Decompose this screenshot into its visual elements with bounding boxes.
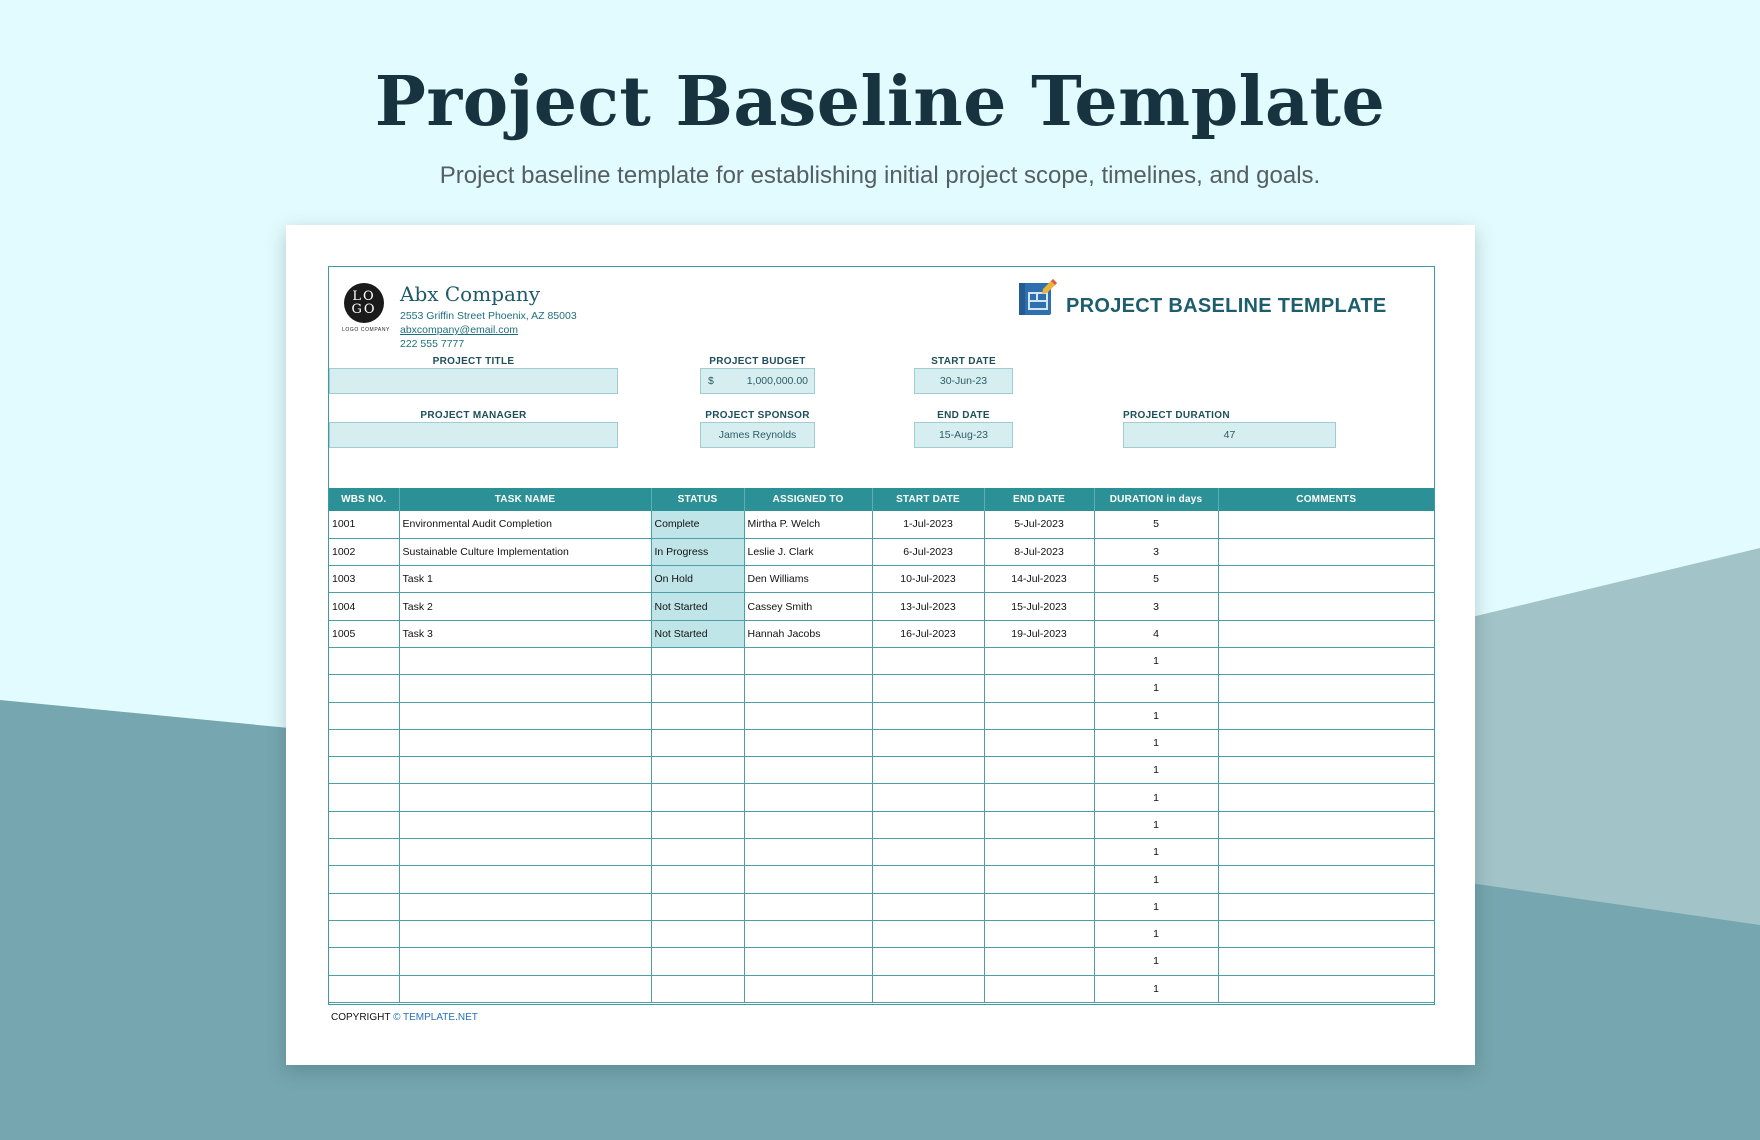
project-duration-field[interactable]: 47 [1123, 422, 1336, 448]
cell-assigned-to[interactable] [744, 702, 872, 729]
cell-wbs-no[interactable] [329, 893, 399, 920]
cell-assigned-to[interactable]: Cassey Smith [744, 593, 872, 620]
cell-task-name[interactable] [399, 784, 651, 811]
cell-status[interactable] [651, 948, 744, 975]
cell-start-date[interactable] [872, 866, 984, 893]
logo-caption: LOGO COMPANY [342, 327, 390, 333]
cell-end-date[interactable] [984, 948, 1094, 975]
cell-wbs-no[interactable]: 1004 [329, 593, 399, 620]
cell-duration[interactable]: 4 [1094, 620, 1218, 647]
cell-wbs-no[interactable] [329, 920, 399, 947]
cell-task-name[interactable] [399, 920, 651, 947]
cell-status[interactable] [651, 702, 744, 729]
spreadsheet-sheet [286, 225, 1475, 1065]
cell-duration[interactable]: 1 [1094, 866, 1218, 893]
start-date-field[interactable]: 30-Jun-23 [914, 368, 1013, 394]
cell-start-date[interactable] [872, 948, 984, 975]
cell-duration[interactable]: 1 [1094, 948, 1218, 975]
cell-end-date[interactable] [984, 839, 1094, 866]
cell-comments[interactable] [1218, 893, 1434, 920]
cell-status[interactable] [651, 975, 744, 1002]
cell-duration[interactable]: 1 [1094, 839, 1218, 866]
project-budget-field[interactable] [700, 368, 815, 394]
cell-assigned-to[interactable] [744, 920, 872, 947]
cell-status[interactable] [651, 920, 744, 947]
table-row [329, 538, 1434, 565]
cell-status[interactable] [651, 757, 744, 784]
table-row [329, 675, 1434, 702]
cell-assigned-to[interactable]: Den Williams [744, 566, 872, 593]
cell-end-date[interactable] [984, 920, 1094, 947]
cell-comments[interactable] [1218, 811, 1434, 838]
cell-status[interactable] [651, 729, 744, 756]
table-row [329, 948, 1434, 975]
cell-comments[interactable] [1218, 647, 1434, 674]
cell-task-name[interactable] [399, 757, 651, 784]
cell-comments[interactable] [1218, 784, 1434, 811]
logo-text-bottom: GO [351, 302, 377, 317]
cell-start-date[interactable]: 10-Jul-2023 [872, 566, 984, 593]
end-date-label: END DATE [937, 410, 990, 421]
cell-task-name[interactable]: Task 1 [399, 566, 651, 593]
template-title: PROJECT BASELINE TEMPLATE [1066, 295, 1387, 317]
cell-duration[interactable]: 1 [1094, 975, 1218, 1002]
cell-task-name[interactable] [399, 948, 651, 975]
cell-start-date[interactable] [872, 702, 984, 729]
cell-start-date[interactable] [872, 729, 984, 756]
cell-task-name[interactable] [399, 702, 651, 729]
cell-start-date[interactable] [872, 839, 984, 866]
cell-comments[interactable] [1218, 566, 1434, 593]
cell-end-date[interactable] [984, 784, 1094, 811]
cell-task-name[interactable]: Environmental Audit Completion [399, 511, 651, 538]
table-header-row [329, 488, 1434, 511]
cell-comments[interactable] [1218, 729, 1434, 756]
cell-status[interactable]: Complete [651, 511, 744, 538]
cell-start-date[interactable]: 13-Jul-2023 [872, 593, 984, 620]
cell-wbs-no[interactable] [329, 784, 399, 811]
cell-task-name[interactable]: Sustainable Culture Implementation [399, 538, 651, 565]
table-row [329, 757, 1434, 784]
project-budget-label: PROJECT BUDGET [709, 356, 806, 367]
cell-wbs-no[interactable] [329, 675, 399, 702]
table-row [329, 620, 1434, 647]
cell-duration[interactable]: 1 [1094, 729, 1218, 756]
cell-end-date[interactable]: 19-Jul-2023 [984, 620, 1094, 647]
cell-assigned-to[interactable] [744, 757, 872, 784]
cell-status[interactable] [651, 675, 744, 702]
table-row [329, 920, 1434, 947]
cell-duration[interactable]: 5 [1094, 566, 1218, 593]
cell-end-date[interactable] [984, 811, 1094, 838]
cell-start-date[interactable]: 16-Jul-2023 [872, 620, 984, 647]
cell-start-date[interactable]: 1-Jul-2023 [872, 511, 984, 538]
cell-start-date[interactable] [872, 811, 984, 838]
cell-comments[interactable] [1218, 538, 1434, 565]
cell-status[interactable] [651, 893, 744, 920]
cell-end-date[interactable]: 5-Jul-2023 [984, 511, 1094, 538]
cell-wbs-no[interactable] [329, 975, 399, 1002]
cell-comments[interactable] [1218, 620, 1434, 647]
cell-assigned-to[interactable] [744, 784, 872, 811]
cell-assigned-to[interactable]: Mirtha P. Welch [744, 511, 872, 538]
cell-assigned-to[interactable] [744, 948, 872, 975]
cell-task-name[interactable] [399, 675, 651, 702]
column-header-comments: COMMENTS [1218, 488, 1434, 511]
cell-status[interactable]: On Hold [651, 566, 744, 593]
cell-status[interactable] [651, 647, 744, 674]
cell-end-date[interactable] [984, 975, 1094, 1002]
cell-assigned-to[interactable] [744, 675, 872, 702]
company-address: 2553 Griffin Street Phoenix, AZ 85003 [400, 310, 577, 322]
cell-duration[interactable]: 1 [1094, 675, 1218, 702]
cell-duration[interactable]: 1 [1094, 893, 1218, 920]
column-header-status: STATUS [651, 488, 744, 511]
sheet-frame [328, 266, 1435, 1005]
table-row [329, 702, 1434, 729]
cell-wbs-no[interactable] [329, 702, 399, 729]
cell-status[interactable]: Not Started [651, 620, 744, 647]
cell-duration[interactable]: 5 [1094, 511, 1218, 538]
cell-task-name[interactable] [399, 839, 651, 866]
cell-duration[interactable]: 3 [1094, 593, 1218, 620]
cell-assigned-to[interactable] [744, 811, 872, 838]
cell-status[interactable]: In Progress [651, 538, 744, 565]
cell-start-date[interactable] [872, 757, 984, 784]
cell-end-date[interactable] [984, 675, 1094, 702]
cell-wbs-no[interactable] [329, 811, 399, 838]
project-title-label: PROJECT TITLE [432, 356, 515, 367]
table-row [329, 839, 1434, 866]
cell-duration[interactable]: 3 [1094, 538, 1218, 565]
cell-end-date[interactable] [984, 893, 1094, 920]
cell-assigned-to[interactable]: Hannah Jacobs [744, 620, 872, 647]
cell-assigned-to[interactable] [744, 866, 872, 893]
cell-end-date[interactable]: 15-Jul-2023 [984, 593, 1094, 620]
cell-comments[interactable] [1218, 839, 1434, 866]
cell-status[interactable] [651, 784, 744, 811]
company-email[interactable]: abxcompany@email.com [400, 324, 519, 336]
column-header-duration: DURATION in days [1094, 488, 1218, 511]
cell-assigned-to[interactable]: Leslie J. Clark [744, 538, 872, 565]
cell-status[interactable] [651, 811, 744, 838]
table-row [329, 893, 1434, 920]
column-header-task-name: TASK NAME [399, 488, 651, 511]
project-manager-field[interactable] [329, 422, 618, 448]
cell-start-date[interactable] [872, 647, 984, 674]
table-row [329, 975, 1434, 1002]
table-row [329, 811, 1434, 838]
cell-assigned-to[interactable] [744, 893, 872, 920]
company-phone: 222 555 7777 [400, 338, 465, 350]
cell-end-date[interactable] [984, 866, 1094, 893]
cell-task-name[interactable]: Task 2 [399, 593, 651, 620]
cell-task-name[interactable] [399, 893, 651, 920]
cell-end-date[interactable]: 8-Jul-2023 [984, 538, 1094, 565]
table-row [329, 566, 1434, 593]
cell-wbs-no[interactable]: 1001 [329, 511, 399, 538]
cell-duration[interactable]: 1 [1094, 757, 1218, 784]
cell-task-name[interactable] [399, 647, 651, 674]
cell-duration[interactable]: 1 [1094, 920, 1218, 947]
cell-start-date[interactable] [872, 784, 984, 811]
cell-comments[interactable] [1218, 866, 1434, 893]
start-date-label: START DATE [931, 356, 996, 367]
column-header-assigned-to: ASSIGNED TO [744, 488, 872, 511]
cell-comments[interactable] [1218, 511, 1434, 538]
table-row [329, 593, 1434, 620]
cell-assigned-to[interactable] [744, 729, 872, 756]
cell-wbs-no[interactable]: 1003 [329, 566, 399, 593]
cell-comments[interactable] [1218, 920, 1434, 947]
cell-wbs-no[interactable]: 1005 [329, 620, 399, 647]
cell-task-name[interactable] [399, 866, 651, 893]
cell-status[interactable] [651, 866, 744, 893]
logo-text-top: LO [352, 289, 376, 304]
cell-duration[interactable]: 1 [1094, 784, 1218, 811]
table-row [329, 729, 1434, 756]
cell-task-name[interactable] [399, 729, 651, 756]
table-row [329, 647, 1434, 674]
project-sponsor-field[interactable]: James Reynolds [700, 422, 815, 448]
table-row [329, 866, 1434, 893]
cell-start-date[interactable] [872, 975, 984, 1002]
column-header-start-date: START DATE [872, 488, 984, 511]
cell-assigned-to[interactable] [744, 975, 872, 1002]
cell-assigned-to[interactable] [744, 647, 872, 674]
cell-assigned-to[interactable] [744, 839, 872, 866]
cell-wbs-no[interactable] [329, 839, 399, 866]
cell-end-date[interactable] [984, 757, 1094, 784]
document-edit-icon [1017, 279, 1057, 317]
copyright [331, 1012, 478, 1023]
cell-comments[interactable] [1218, 675, 1434, 702]
cell-comments[interactable] [1218, 975, 1434, 1002]
cell-start-date[interactable]: 6-Jul-2023 [872, 538, 984, 565]
cell-task-name[interactable] [399, 975, 651, 1002]
cell-comments[interactable] [1218, 757, 1434, 784]
page-title: Project Baseline Template [374, 62, 1386, 142]
cell-end-date[interactable]: 14-Jul-2023 [984, 566, 1094, 593]
project-duration-label: PROJECT DURATION [1123, 410, 1230, 421]
column-header-wbs-no: WBS NO. [329, 488, 399, 511]
project-manager-label: PROJECT MANAGER [420, 410, 527, 421]
project-sponsor-label: PROJECT SPONSOR [705, 410, 810, 421]
copyright-link[interactable]: © TEMPLATE.NET [393, 1012, 478, 1023]
cell-start-date[interactable] [872, 920, 984, 947]
cell-end-date[interactable] [984, 647, 1094, 674]
task-table [329, 488, 1434, 1003]
cell-wbs-no[interactable] [329, 729, 399, 756]
cell-wbs-no[interactable] [329, 866, 399, 893]
budget-currency: $ [708, 375, 714, 387]
cell-wbs-no[interactable]: 1002 [329, 538, 399, 565]
cell-comments[interactable] [1218, 948, 1434, 975]
cell-duration[interactable]: 1 [1094, 811, 1218, 838]
company-logo [344, 283, 384, 323]
cell-comments[interactable] [1218, 702, 1434, 729]
cell-wbs-no[interactable] [329, 948, 399, 975]
cell-status[interactable]: Not Started [651, 593, 744, 620]
company-name: Abx Company [400, 282, 541, 306]
cell-duration[interactable]: 1 [1094, 647, 1218, 674]
page-subtitle: Project baseline template for establishing initial project scope, timelines, and goals. [439, 162, 1321, 189]
cell-status[interactable] [651, 839, 744, 866]
cell-wbs-no[interactable] [329, 647, 399, 674]
cell-end-date[interactable] [984, 702, 1094, 729]
column-header-end-date: END DATE [984, 488, 1094, 511]
end-date-field[interactable]: 15-Aug-23 [914, 422, 1013, 448]
table-row [329, 784, 1434, 811]
cell-comments[interactable] [1218, 593, 1434, 620]
project-title-field[interactable] [329, 368, 618, 394]
table-body [329, 511, 1434, 1002]
cell-start-date[interactable] [872, 893, 984, 920]
cell-end-date[interactable] [984, 729, 1094, 756]
budget-value: 1,000,000.00 [746, 375, 808, 387]
table-row [329, 511, 1434, 538]
cell-task-name[interactable]: Task 3 [399, 620, 651, 647]
cell-duration[interactable]: 1 [1094, 702, 1218, 729]
copyright-label: COPYRIGHT [331, 1012, 391, 1023]
cell-start-date[interactable] [872, 675, 984, 702]
cell-task-name[interactable] [399, 811, 651, 838]
cell-wbs-no[interactable] [329, 757, 399, 784]
